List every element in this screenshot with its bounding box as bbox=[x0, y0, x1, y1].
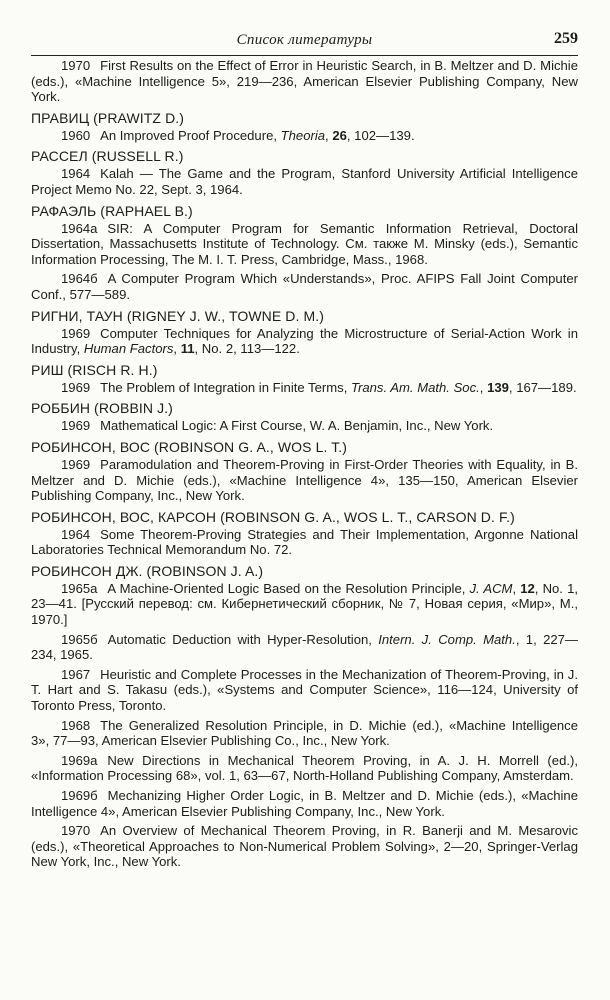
reference-text: A Machine-Oriented Logic Based on the Resolution Principle, bbox=[107, 580, 470, 596]
reference-entry bbox=[31, 632, 578, 663]
bibliography-section bbox=[31, 400, 578, 434]
reference-text: Mathematical Logic: A First Course, W. A. Benjamin, Inc., New York. bbox=[100, 418, 494, 434]
reference-year: 1970 bbox=[61, 58, 91, 73]
reference-text: Paramodulation and Theorem-Proving in First-Order Theories with Equality, in B. Meltzer and D. Michie (eds.), «Machine Intelligence 4», 135—150, American Elsevier Publishing Company, Inc., New York. bbox=[31, 456, 578, 504]
author-heading: РОББИН (ROBBIN J.) bbox=[31, 400, 173, 417]
reference-entry bbox=[31, 380, 578, 396]
reference-text: , bbox=[325, 127, 333, 143]
reference-text: , bbox=[512, 580, 521, 596]
reference-entry bbox=[31, 457, 578, 504]
author-heading: ПРАВИЦ (PRAWITZ D.) bbox=[31, 109, 185, 126]
reference-entry bbox=[31, 326, 578, 357]
author-heading: РАССЕЛ (RUSSELL R.) bbox=[31, 148, 184, 165]
author-heading: РОБИНСОН, ВОС, КАРСОН (ROBINSON G. A., WOS L. T., CARSON D. F.) bbox=[31, 508, 515, 525]
reference-entry bbox=[31, 271, 578, 302]
reference-entry bbox=[31, 527, 578, 558]
reference-text: Heuristic and Complete Processes in the Mechanization of Theorem-Proving, in J. T. Hart and S. Takasu (eds.), «Systems and Computer Science», 116—124, University of Toronto Press, Toronto. bbox=[31, 666, 578, 714]
volume-number: 26 bbox=[332, 127, 347, 143]
reference-entry bbox=[31, 128, 578, 144]
reference-text: Kalah — The Game and the Program, Stanford University Artificial Intelligence Project Memo No. 22, Sept. 3, 1964. bbox=[31, 166, 578, 197]
bibliography-list bbox=[31, 58, 578, 870]
running-title: Список литературы bbox=[236, 32, 373, 48]
journal-title: Intern. J. Comp. Math. bbox=[378, 631, 516, 647]
bibliography-section bbox=[31, 110, 578, 144]
page-header bbox=[31, 0, 578, 58]
reference-year: 1965б bbox=[61, 631, 98, 647]
reference-text: , No. 1, 23—41. [Русский перевод: см. Кибернетический сборник, № 7, Новая серия, «Мир», М., 1970.] bbox=[31, 580, 578, 628]
reference-year: 1969б bbox=[61, 788, 98, 803]
reference-year: 1960 bbox=[61, 127, 91, 143]
journal-title: Theoria bbox=[280, 127, 326, 143]
bibliography-section bbox=[31, 439, 578, 504]
reference-entry bbox=[31, 581, 578, 628]
page-number: 259 bbox=[554, 30, 578, 47]
reference-text: , bbox=[173, 341, 181, 357]
reference-year: 1969a bbox=[61, 752, 98, 768]
reference-entry bbox=[31, 166, 578, 197]
reference-text: The Generalized Resolution Principle, in D. Michie (ed.), «Machine Intelligence 3», 77—93, American Elsevier Publishing Co., Inc., New York. bbox=[31, 717, 578, 749]
volume-number: 11 bbox=[180, 341, 195, 357]
reference-text: New Directions in Mechanical Theorem Proving, in A. J. H. Morrell (ed.), «Information Processing 68», vol. 1, 63—67, North-Holland Publishing Company, Amsterdam. bbox=[31, 752, 578, 784]
reference-entry bbox=[31, 221, 578, 268]
reference-year: 1969 bbox=[61, 379, 91, 395]
reference-text: Computer Techniques for Analyzing the Microstructure of Serial-Action Work in Industry, bbox=[31, 325, 578, 357]
reference-year: 1967 bbox=[61, 666, 91, 682]
author-heading: РАФАЭЛЬ (RAPHAEL B.) bbox=[31, 202, 193, 219]
reference-text: , No. 2, 113—122. bbox=[194, 341, 300, 357]
bibliography-section bbox=[31, 563, 578, 870]
reference-text: First Results on the Effect of Error in Heuristic Search, in B. Meltzer and D. Michie (eds.), «Machine Intelligence 5», 219—236, American Elsevier Publishing Company, New York. bbox=[31, 58, 578, 105]
header-rule bbox=[31, 55, 578, 56]
author-heading: РИШ (RISCH R. H.) bbox=[31, 361, 158, 378]
journal-title: Trans. Am. Math. Soc. bbox=[350, 379, 480, 395]
reference-text: An Improved Proof Procedure, bbox=[100, 127, 281, 143]
bibliography-section bbox=[31, 362, 578, 396]
reference-entry bbox=[31, 753, 578, 784]
reference-year: 1968 bbox=[61, 717, 91, 733]
journal-title: Human Factors bbox=[83, 341, 174, 357]
reference-text: SIR: A Computer Program for Semantic Information Retrieval, Doctoral Dissertation, Massachusetts Institute of Technology. См. также M. Minsky (eds.), Semantic Information Processing, The M. I. T. Press, Cambridge, Mass., 1968. bbox=[31, 220, 578, 267]
reference-entry bbox=[31, 667, 578, 714]
reference-year: 1969 bbox=[61, 325, 91, 341]
reference-entry bbox=[31, 418, 578, 434]
reference-text: , 167—189. bbox=[508, 379, 577, 395]
reference-year: 1964 bbox=[61, 526, 91, 542]
reference-text: Mechanizing Higher Order Logic, in B. Meltzer and D. Michie (eds.), «Machine Intelligence 4», American Elsevier Publishing Company, Inc., New York. bbox=[31, 788, 578, 819]
bibliography-section bbox=[31, 203, 578, 303]
author-heading: РОБИНСОН, ВОС (ROBINSON G. A., WOS L. T.) bbox=[31, 438, 348, 455]
reference-text: An Overview of Mechanical Theorem Proving, in R. Banerji and M. Mesarovic (eds.), «Theoretical Approaches to Non-Numerical Problem Solving», 2—20, Springer-Verlag New York, Inc., New York. bbox=[31, 823, 578, 870]
reference-text: Some Theorem-Proving Strategies and Their Implementation, Argonne National Laboratories Technical Memorandum No. 72. bbox=[31, 526, 578, 558]
author-heading: РИГНИ, ТАУН (RIGNEY J. W., TOWNE D. M.) bbox=[31, 307, 324, 324]
bibliography-section bbox=[31, 58, 578, 105]
reference-text: , bbox=[479, 379, 488, 395]
volume-number: 12 bbox=[520, 580, 535, 596]
reference-text: , 1, 227—234, 1965. bbox=[31, 631, 579, 663]
reference-year: 1965a bbox=[61, 580, 98, 596]
reference-text: Automatic Deduction with Hyper-Resolution, bbox=[107, 631, 379, 647]
reference-text: A Computer Program Which «Understands», Proc. AFIPS Fall Joint Computer Conf., 577—589. bbox=[31, 271, 578, 302]
reference-text: , 102—139. bbox=[346, 127, 415, 143]
reference-year: 1964 bbox=[61, 166, 91, 182]
bibliography-section bbox=[31, 509, 578, 558]
reference-year: 1964б bbox=[61, 271, 98, 287]
reference-year: 1970 bbox=[61, 823, 91, 839]
reference-entry bbox=[31, 58, 578, 105]
reference-entry bbox=[31, 823, 578, 870]
bibliography-section bbox=[31, 308, 578, 357]
reference-entry bbox=[31, 718, 578, 749]
reference-text: The Problem of Integration in Finite Terms, bbox=[100, 379, 351, 395]
journal-title: J. ACM bbox=[469, 580, 513, 596]
reference-year: 1969 bbox=[61, 418, 91, 434]
reference-entry bbox=[31, 788, 578, 819]
reference-year: 1969 bbox=[61, 456, 91, 472]
author-heading: РОБИНСОН ДЖ. (ROBINSON J. A.) bbox=[31, 562, 264, 579]
volume-number: 139 bbox=[487, 379, 509, 395]
reference-year: 1964a bbox=[61, 220, 98, 236]
bibliography-section bbox=[31, 148, 578, 197]
